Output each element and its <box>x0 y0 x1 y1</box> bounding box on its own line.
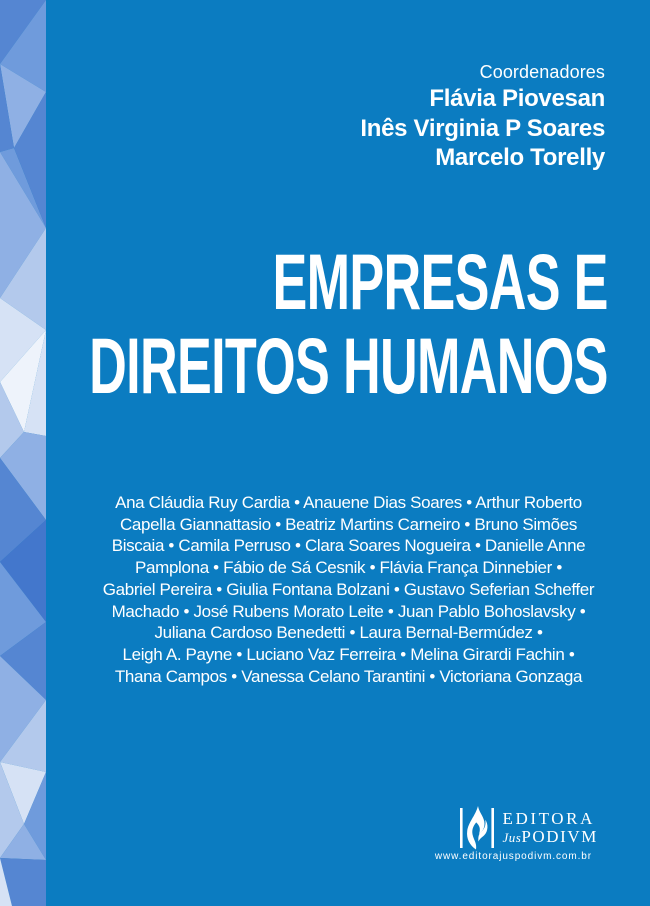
book-title-line1: EMPRESAS E <box>272 237 608 326</box>
book-title-line2: DIREITOS HUMANOS <box>89 321 608 410</box>
authors-list <box>95 492 602 687</box>
authors-line: Leigh A. Payne • Luciano Vaz Ferreira • Melina Girardi Fachin • <box>122 644 575 664</box>
authors-line: Gabriel Pereira • Giulia Fontana Bolzani • Gustavo Seferian Scheffer <box>102 579 595 599</box>
publisher-name <box>502 806 598 847</box>
publisher-logo <box>460 806 598 850</box>
publisher-website: www.editorajuspodivm.com.br <box>434 851 592 862</box>
authors-line: Pamplona • Fábio de Sá Cesnik • Flávia França Dinnebier • <box>135 558 562 578</box>
authors-line: Ana Cláudia Ruy Cardia • Anauene Dias Soares • Arthur Roberto <box>115 493 582 512</box>
coordinators-heading: Coordenadores <box>479 62 605 82</box>
coordinator-name: Inês Virginia P Soares <box>360 114 605 142</box>
coordinator-name: Flávia Piovesan <box>429 85 605 112</box>
book-title <box>89 237 608 410</box>
publisher-name-jus: Jus <box>502 830 522 845</box>
publisher-name-podivm: PODIVM <box>521 827 598 846</box>
coordinator-name: Marcelo Torelly <box>435 144 605 171</box>
authors-line: Thana Campos • Vanessa Celano Tarantini • Victoriana Gonzaga <box>114 666 583 686</box>
publisher-name-bottom <box>502 828 598 847</box>
coordinators-block <box>360 61 605 173</box>
publisher-name-top: EDITORA <box>502 809 595 828</box>
authors-line: Capella Giannattasio • Beatriz Martins Carneiro • Bruno Simões <box>120 514 577 534</box>
flame-icon <box>460 806 494 850</box>
authors-line: Juliana Cardoso Benedetti • Laura Bernal-Bermúdez • <box>154 623 543 643</box>
authors-line: Machado • José Rubens Morato Leite • Juan Pablo Bohoslavsky • <box>111 601 586 621</box>
polygonal-pattern-strip <box>0 0 46 906</box>
authors-line: Biscaia • Camila Perruso • Clara Soares Nogueira • Danielle Anne <box>111 536 586 556</box>
